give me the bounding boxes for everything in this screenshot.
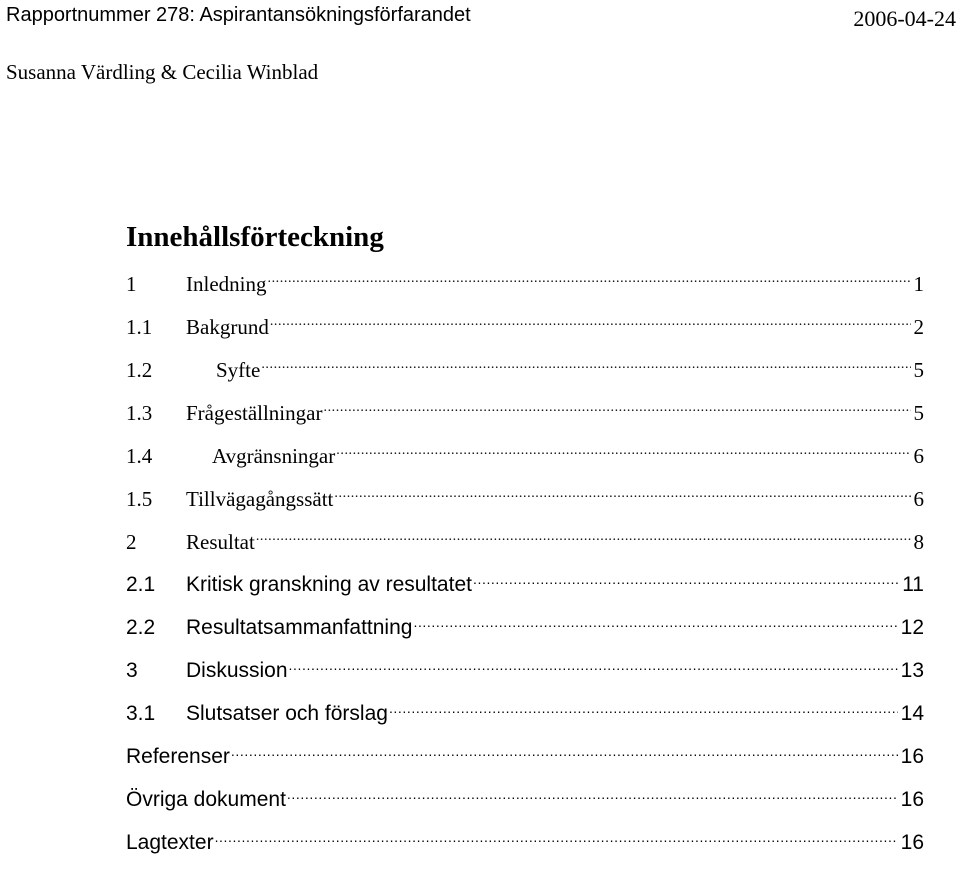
toc-leader <box>334 485 910 506</box>
toc-leader <box>336 442 910 463</box>
toc-entry-number: 2.1 <box>126 573 156 596</box>
toc-entry-title: Referenser <box>126 745 230 768</box>
toc-entry[interactable] <box>126 440 924 483</box>
toc-entry-page: 16 <box>900 831 924 854</box>
toc-entry-number: 1.2 <box>126 358 153 382</box>
toc-entry-page: 11 <box>902 573 924 596</box>
toc-entry-title: Resultat <box>186 530 255 554</box>
toc-entry-page: 6 <box>913 444 924 468</box>
toc-entry-title: Övriga dokument <box>126 788 286 811</box>
toc-entry-number: 1.3 <box>126 401 153 425</box>
toc-entry-number: 1 <box>126 272 137 296</box>
toc-entry[interactable] <box>126 612 924 655</box>
toc-entry[interactable] <box>126 311 924 354</box>
toc-entry[interactable] <box>126 784 924 827</box>
toc-entry[interactable] <box>126 397 924 440</box>
toc-leader <box>261 356 910 377</box>
toc-leader <box>267 270 910 291</box>
toc-entry-title: Diskussion <box>186 659 288 682</box>
toc-entry[interactable] <box>126 268 924 311</box>
toc-entry-title: Tillvägagångssätt <box>186 487 334 511</box>
toc-entry-number: 3.1 <box>126 702 156 725</box>
toc-entry-number: 1.5 <box>126 487 153 511</box>
toc-entry[interactable] <box>126 483 924 526</box>
toc-entry-number: 3 <box>126 659 138 682</box>
toc-entry-title: Lagtexter <box>126 831 214 854</box>
toc-entry-title: Bakgrund <box>186 315 269 339</box>
toc-entry-page: 2 <box>913 315 924 339</box>
toc-entry[interactable] <box>126 569 924 612</box>
toc-entry-page: 5 <box>913 358 924 382</box>
report-authors: Susanna Värdling & Cecilia Winblad <box>6 60 319 84</box>
report-title: Rapportnummer 278: Aspirantansökningsförfarandet <box>6 4 471 26</box>
toc-leader <box>389 699 898 720</box>
toc-entry[interactable] <box>126 698 924 741</box>
toc-leader <box>287 785 898 806</box>
toc-entry-title: Syfte <box>216 358 261 382</box>
toc-entry-number: 1.4 <box>126 444 153 468</box>
toc-entry-number: 2.2 <box>126 616 156 639</box>
toc-leader <box>256 528 911 549</box>
toc-entry-title: Avgränsningar <box>212 444 336 468</box>
toc-entry[interactable] <box>126 827 924 870</box>
toc-leader <box>215 828 898 849</box>
toc-entry-page: 5 <box>913 401 924 425</box>
table-of-contents <box>126 268 924 870</box>
report-date: 2006-04-24 <box>853 6 956 31</box>
toc-entry[interactable] <box>126 741 924 784</box>
toc-entry-title: Resultatsammanfattning <box>186 616 413 639</box>
toc-entry-title: Kritisk granskning av resultatet <box>186 573 472 596</box>
toc-leader <box>473 570 899 591</box>
toc-entry-page: 12 <box>900 616 924 639</box>
toc-leader <box>289 656 898 677</box>
toc-leader <box>323 399 910 420</box>
toc-entry-number: 1.1 <box>126 315 153 339</box>
toc-leader <box>231 742 898 763</box>
toc-entry-title: Slutsatser och förslag <box>186 702 388 725</box>
toc-entry[interactable] <box>126 655 924 698</box>
toc-entry-page: 6 <box>913 487 924 511</box>
toc-entry-title: Inledning <box>186 272 267 296</box>
toc-leader <box>270 313 911 334</box>
toc-heading: Innehållsförteckning <box>126 221 384 253</box>
toc-entry[interactable] <box>126 354 924 397</box>
toc-entry-page: 13 <box>900 659 924 682</box>
toc-entry-number: 2 <box>126 530 137 554</box>
toc-entry-page: 8 <box>913 530 924 554</box>
toc-entry-page: 1 <box>913 272 924 296</box>
toc-entry[interactable] <box>126 526 924 569</box>
toc-entry-page: 16 <box>900 788 924 811</box>
toc-leader <box>413 613 897 634</box>
toc-entry-page: 14 <box>900 702 924 725</box>
toc-entry-page: 16 <box>900 745 924 768</box>
toc-entry-title: Frågeställningar <box>186 401 323 425</box>
